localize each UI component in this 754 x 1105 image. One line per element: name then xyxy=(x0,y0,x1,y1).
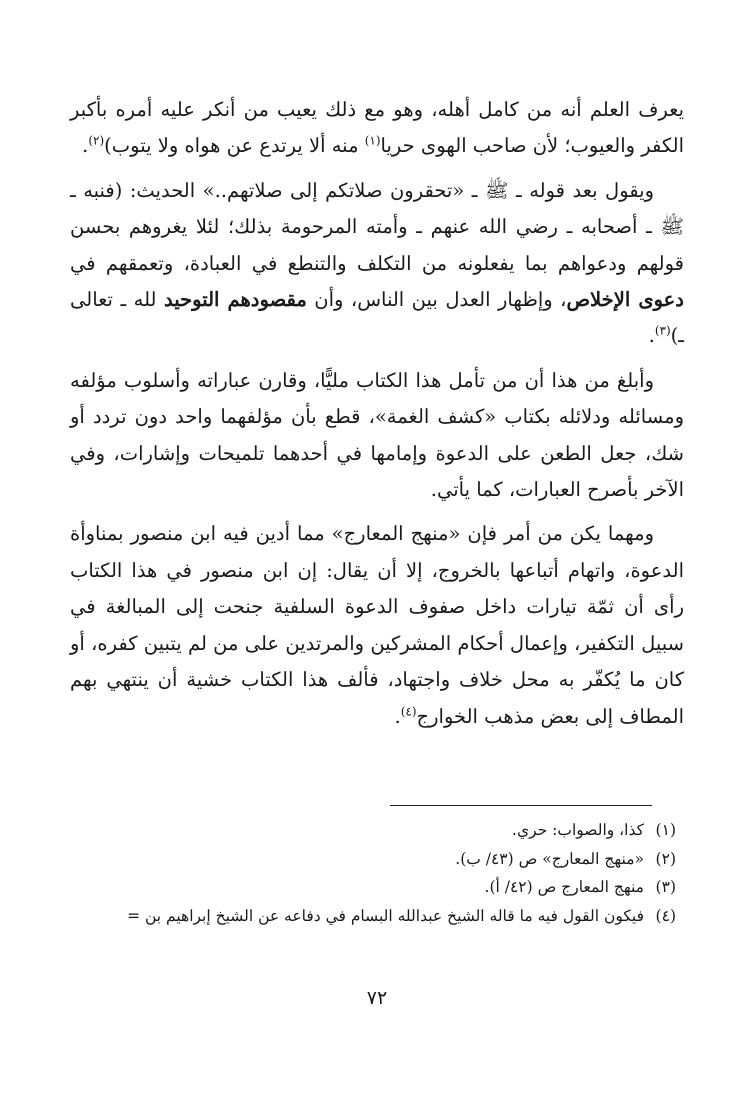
paragraph-1-end: . xyxy=(82,134,89,158)
paragraph-1 xyxy=(70,92,684,165)
footnote-number: (٤) xyxy=(655,906,676,925)
footnote-number: (٢) xyxy=(655,849,676,868)
page-number: ٧٢ xyxy=(366,987,388,1009)
paragraph-2-end: . xyxy=(648,324,655,348)
footnote-4 xyxy=(60,902,676,931)
footnote-ref-2[interactable]: (٢) xyxy=(88,133,105,148)
paragraph-3 xyxy=(70,363,684,509)
paragraph-1-text: يعرف العلم أنه من كامل أهله، وهو مع ذلك يعيب من أنكر عليه أمره بأكبر الكفر والعيوب؛ لأن صاحب الهوى حريا xyxy=(70,98,684,158)
paragraph-4-text: ومهما يكن من أمر فإن «منهج المعارج» مما أدين فيه ابن منصور بمناوأة الدعوة، واتهام أتباعها بالخروج، إلا أن يقال: إن ابن منصور في هذا الكتاب رأى أن ثمّة تيارات داخل صفوف الدعوة السلفية جنحت إلى المبالغة في سبيل التكفير، وإعمال أحكام المشركين والمرتدين على من لم يتبين كفره، أو كان ما يُكفّر به محل خلاف واجتهاد، فألف هذا الكتاب خشية أن ينتهي بهم المطاف إلى بعض مذهب الخوارج xyxy=(70,522,684,728)
paragraph-2-bold-2: مقصودهم التوحيد xyxy=(163,288,307,312)
footnote-text: كذا، والصواب: حري. xyxy=(512,821,644,839)
footnote-3 xyxy=(60,873,676,902)
paragraph-3-text: وأبلغ من هذا أن من تأمل هذا الكتاب مليًّا، وقارن عباراته وأسلوب مؤلفه ومسائله ودلائله بكتاب «كشف الغمة»، قطع بأن مؤلفهما واحد دون تردد أو شك، جعل الطعن على الدعوة وإمامها في أحدهما تلميحات وإشارات، وفي الآخر بأصرح العبارات، كما يأتي. xyxy=(70,368,684,502)
main-text xyxy=(70,92,684,743)
paragraph-2 xyxy=(70,173,684,355)
footnote-text: فيكون القول فيه ما قاله الشيخ عبدالله البسام في دفاعه عن الشيخ إبراهيم بن = xyxy=(127,906,644,925)
footnote-separator xyxy=(390,805,652,806)
footnote-number: (٣) xyxy=(655,878,676,896)
paragraph-2-bold-1: دعوى الإخلاص xyxy=(566,288,684,312)
footnotes xyxy=(60,816,676,930)
footnote-1 xyxy=(60,816,676,845)
footnote-ref-3[interactable]: (٣) xyxy=(654,323,671,338)
footnote-text: منهج المعارج ص (٤٢/ أ). xyxy=(484,878,644,896)
paragraph-2-text-after: لله ـ تعالى ـ) xyxy=(70,288,684,348)
footnote-2 xyxy=(60,845,676,874)
footnote-ref-1[interactable]: (١) xyxy=(364,133,381,148)
paragraph-1-text-cont: منه ألا يرتدع عن هواه ولا يتوب) xyxy=(104,134,365,158)
paragraph-4-end: . xyxy=(394,704,401,728)
paragraph-4 xyxy=(70,516,684,734)
footnote-number: (١) xyxy=(655,821,676,839)
footnote-ref-4[interactable]: (٤) xyxy=(400,704,417,718)
footnote-text: «منهج المعارج» ص (٤٣/ ب). xyxy=(455,849,644,868)
paragraph-2-text-mid: ، وإظهار العدل بين الناس، وأن xyxy=(306,288,567,312)
paragraph-2-text: ويقول بعد قوله ـ ﷺ ـ «تحقرون صلاتكم إلى صلاتهم..» الحديث: (فنبه ـ ﷺ ـ أصحابه ـ رضي الله عنهم ـ وأمته المرحومة بذلك؛ لئلا يغروهم بحسن قولهم ودعواهم بما يفعلونه من التكلف والتنطع في العبادة، وتعمقهم في xyxy=(70,178,684,275)
